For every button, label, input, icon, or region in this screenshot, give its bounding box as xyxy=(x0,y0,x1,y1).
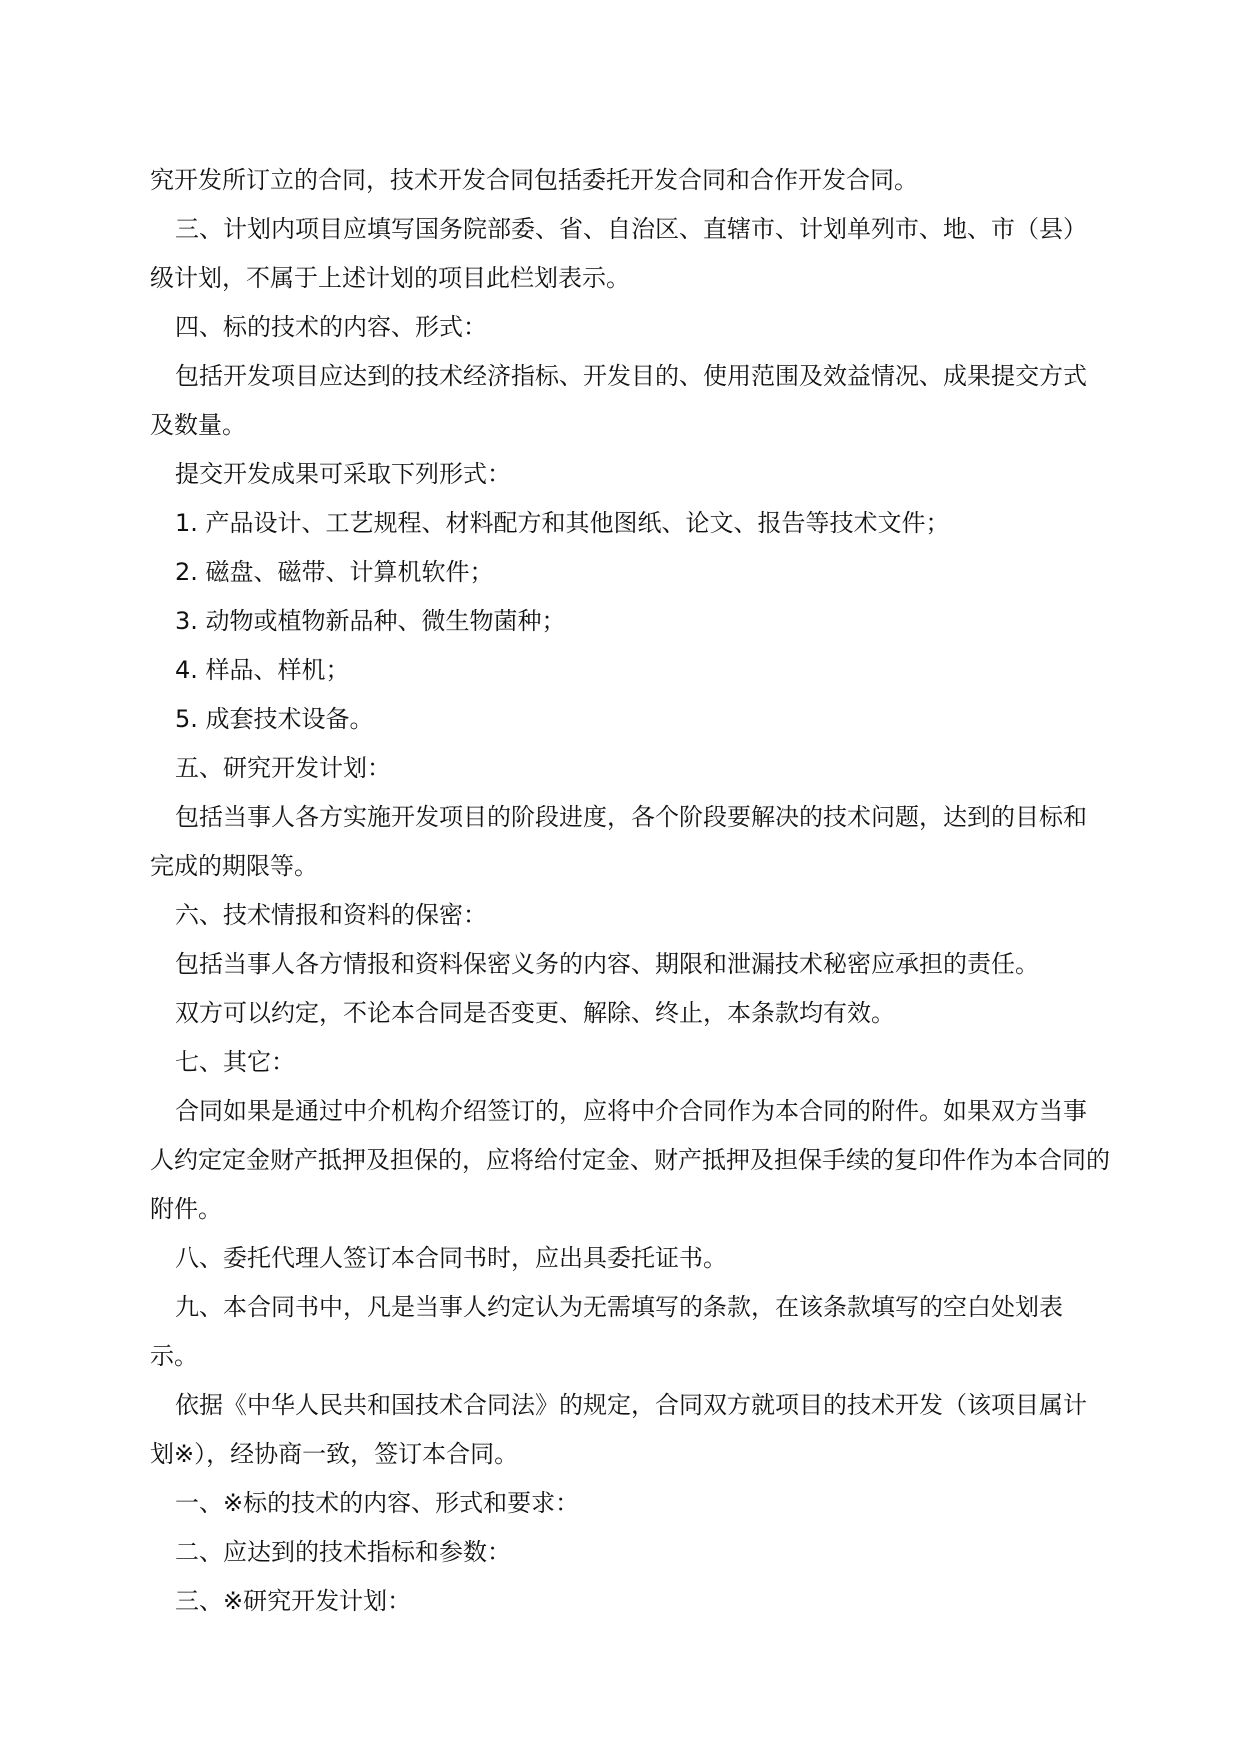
paragraph-item-3-plan: 三、计划内项目应填写国务院部委、省、自治区、直辖市、计划单列市、地、市（县）级计划，不属于上述计划的项目此栏划表示。 xyxy=(150,215,1087,292)
list-item-3: 3. 动物或植物新品种、微生物菌种； xyxy=(175,607,566,635)
list-item-4: 4. 样品、样机； xyxy=(175,656,350,684)
heading-contract-1: 一、※标的技术的内容、形式和要求： xyxy=(175,1489,580,1517)
paragraph-item-8: 八、委托代理人签订本合同书时，应出具委托证书。 xyxy=(175,1244,727,1272)
heading-item-5: 五、研究开发计划： xyxy=(175,754,391,782)
heading-item-6: 六、技术情报和资料的保密： xyxy=(175,901,487,929)
list-item-2: 2. 磁盘、磁带、计算机软件； xyxy=(175,558,494,586)
document-page xyxy=(150,156,1110,1626)
paragraph-continuation: 究开发所订立的合同，技术开发合同包括委托开发合同和合作开发合同。 xyxy=(150,166,918,194)
heading-item-7: 七、其它： xyxy=(175,1048,295,1076)
paragraph-deliverable-forms: 提交开发成果可采取下列形式： xyxy=(175,460,511,488)
heading-contract-2: 二、应达到的技术指标和参数： xyxy=(175,1538,511,1566)
paragraph-preamble: 依据《中华人民共和国技术合同法》的规定，合同双方就项目的技术开发（该项目属计划※），经协商一致，签订本合同。 xyxy=(150,1391,1087,1468)
paragraph-item-4-body: 包括开发项目应达到的技术经济指标、开发目的、使用范围及效益情况、成果提交方式及数量。 xyxy=(150,362,1087,439)
paragraph-item-5-body: 包括当事人各方实施开发项目的阶段进度，各个阶段要解决的技术问题，达到的目标和完成的期限等。 xyxy=(150,803,1087,880)
paragraph-item-6-body: 包括当事人各方情报和资料保密义务的内容、期限和泄漏技术秘密应承担的责任。 xyxy=(175,950,1039,978)
paragraph-item-7-body: 合同如果是通过中介机构介绍签订的，应将中介合同作为本合同的附件。如果双方当事人约定定金财产抵押及担保的，应将给付定金、财产抵押及担保手续的复印件作为本合同的附件。 xyxy=(150,1097,1110,1223)
list-item-1: 1. 产品设计、工艺规程、材料配方和其他图纸、论文、报告等技术文件； xyxy=(175,509,950,537)
heading-item-4: 四、标的技术的内容、形式： xyxy=(175,313,487,341)
heading-contract-3: 三、※研究开发计划： xyxy=(175,1587,412,1615)
paragraph-item-6-validity: 双方可以约定，不论本合同是否变更、解除、终止，本条款均有效。 xyxy=(175,999,895,1027)
paragraph-item-9: 九、本合同书中，凡是当事人约定认为无需填写的条款，在该条款填写的空白处划表示。 xyxy=(150,1293,1063,1370)
list-item-5: 5. 成套技术设备。 xyxy=(175,705,374,733)
